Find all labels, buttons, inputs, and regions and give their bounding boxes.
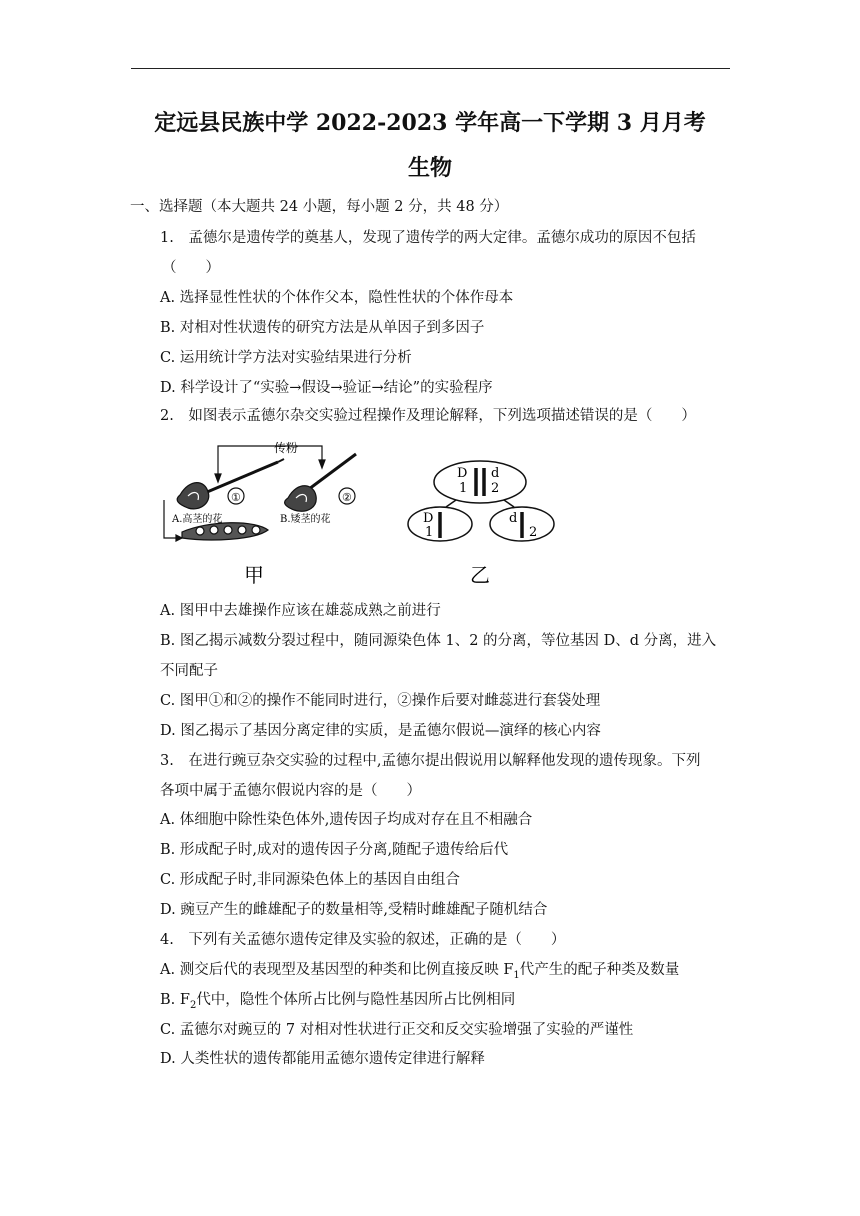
question-3-stem: 3. 在进行豌豆杂交实验的过程中,孟德尔提出假说用以解释他发现的遗传现象。下列 — [160, 753, 701, 769]
parent-num-1: 1 — [459, 481, 468, 496]
question-1-stem: 1. 孟德尔是遗传学的奠基人，发现了遗传学的两大定律。孟德尔成功的原因不包括 — [160, 230, 696, 246]
figure-jia — [164, 446, 356, 541]
figure-jia-caption: 甲 — [244, 563, 264, 587]
parent-num-2: 2 — [491, 481, 500, 496]
header-rule — [131, 68, 730, 69]
pollination-label: 传粉 — [274, 441, 299, 455]
section-heading: 一、选择题（本大题共 24 小题，每小题 2 分，共 48 分） — [130, 199, 509, 215]
q2-option-a: A. 图甲中去雄操作应该在雄蕊成熟之前进行 — [160, 603, 441, 619]
right-cell-num-2: 2 — [529, 525, 538, 540]
parent-gene-d: d — [491, 466, 500, 481]
question-2-figure — [160, 440, 580, 590]
q4-option-b-text: 代中，隐性个体所占比例与隐性基因所占比例相同 — [196, 992, 516, 1008]
subject-title: 生物 — [407, 155, 452, 181]
flower-a-label: A.高茎的花 — [172, 514, 223, 525]
left-cell-num-1: 1 — [425, 525, 434, 540]
exam-title: 定远县民族中学 2022-2023 学年高一下学期 3 月月考 — [154, 110, 706, 136]
q4-option-b — [160, 988, 515, 1011]
q1-option-c: C. 运用统计学方法对实验结果进行分析 — [160, 350, 412, 366]
question-3-stem-cont: 各项中属于孟德尔假说内容的是（ ） — [160, 783, 421, 799]
parent-gene-D: D — [457, 466, 468, 481]
q2-option-b-cont: 不同配子 — [160, 663, 218, 679]
q4-option-a-text: A. 测交后代的表现型及基因型的种类和比例直接反映 — [160, 962, 499, 978]
question-4-stem: 4. 下列有关孟德尔遗传定律及实验的叙述，正确的是（ ） — [160, 932, 566, 948]
q3-option-c: C. 形成配子时,非同源染色体上的基因自由组合 — [160, 872, 460, 888]
f2-term: $F_2$ — [179, 992, 197, 1011]
q4-option-d: D. 人类性状的遗传都能用孟德尔遗传定律进行解释 — [160, 1051, 485, 1067]
q4-option-a — [160, 958, 679, 981]
q1-option-a: A. 选择显性性状的个体作父本，隐性性状的个体作母本 — [160, 290, 514, 306]
q3-option-b: B. 形成配子时,成对的遗传因子分离,随配子遗传给后代 — [160, 842, 509, 858]
figure-yi-caption: 乙 — [470, 563, 490, 587]
q2-option-d: D. 图乙揭示了基因分离定律的实质，是孟德尔假说—演绎的核心内容 — [160, 723, 601, 739]
q2-option-b: B. 图乙揭示减数分裂过程中，随同源染色体 1、2 的分离，等位基因 D、d 分离，进入 — [160, 633, 717, 649]
q1-option-b: B. 对相对性状遗传的研究方法是从单因子到多因子 — [160, 320, 485, 336]
step-1-label: ① — [231, 491, 241, 504]
q4-option-a-text-cont: 代产生的配子种类及数量 — [519, 962, 680, 978]
left-cell-gene-D: D — [423, 511, 434, 526]
f1-term: $F_1$ — [503, 962, 520, 981]
q1-option-d: D. 科学设计了“实验→假设→验证→结论”的实验程序 — [160, 380, 493, 396]
flower-b-label: B.矮茎的花 — [280, 514, 331, 525]
q2-option-c: C. 图甲①和②的操作不能同时进行，②操作后要对雌蕊进行套袋处理 — [160, 693, 601, 709]
q4-option-b-prefix: B. — [160, 992, 176, 1008]
q4-option-c: C. 孟德尔对豌豆的 7 对相对性状进行正交和反交实验增强了实验的严谨性 — [160, 1022, 634, 1038]
question-1-stem-cont: （ ） — [162, 260, 220, 276]
q3-option-a: A. 体细胞中除性染色体外,遗传因子均成对存在且不相融合 — [160, 812, 533, 828]
q3-option-d: D. 豌豆产生的雌雄配子的数量相等,受精时雌雄配子随机结合 — [160, 902, 548, 918]
right-cell-gene-d: d — [509, 511, 518, 526]
question-2-stem: 2. 如图表示孟德尔杂交实验过程操作及理论解释，下列选项描述错误的是（ ） — [160, 408, 696, 424]
step-2-label: ② — [342, 491, 352, 504]
